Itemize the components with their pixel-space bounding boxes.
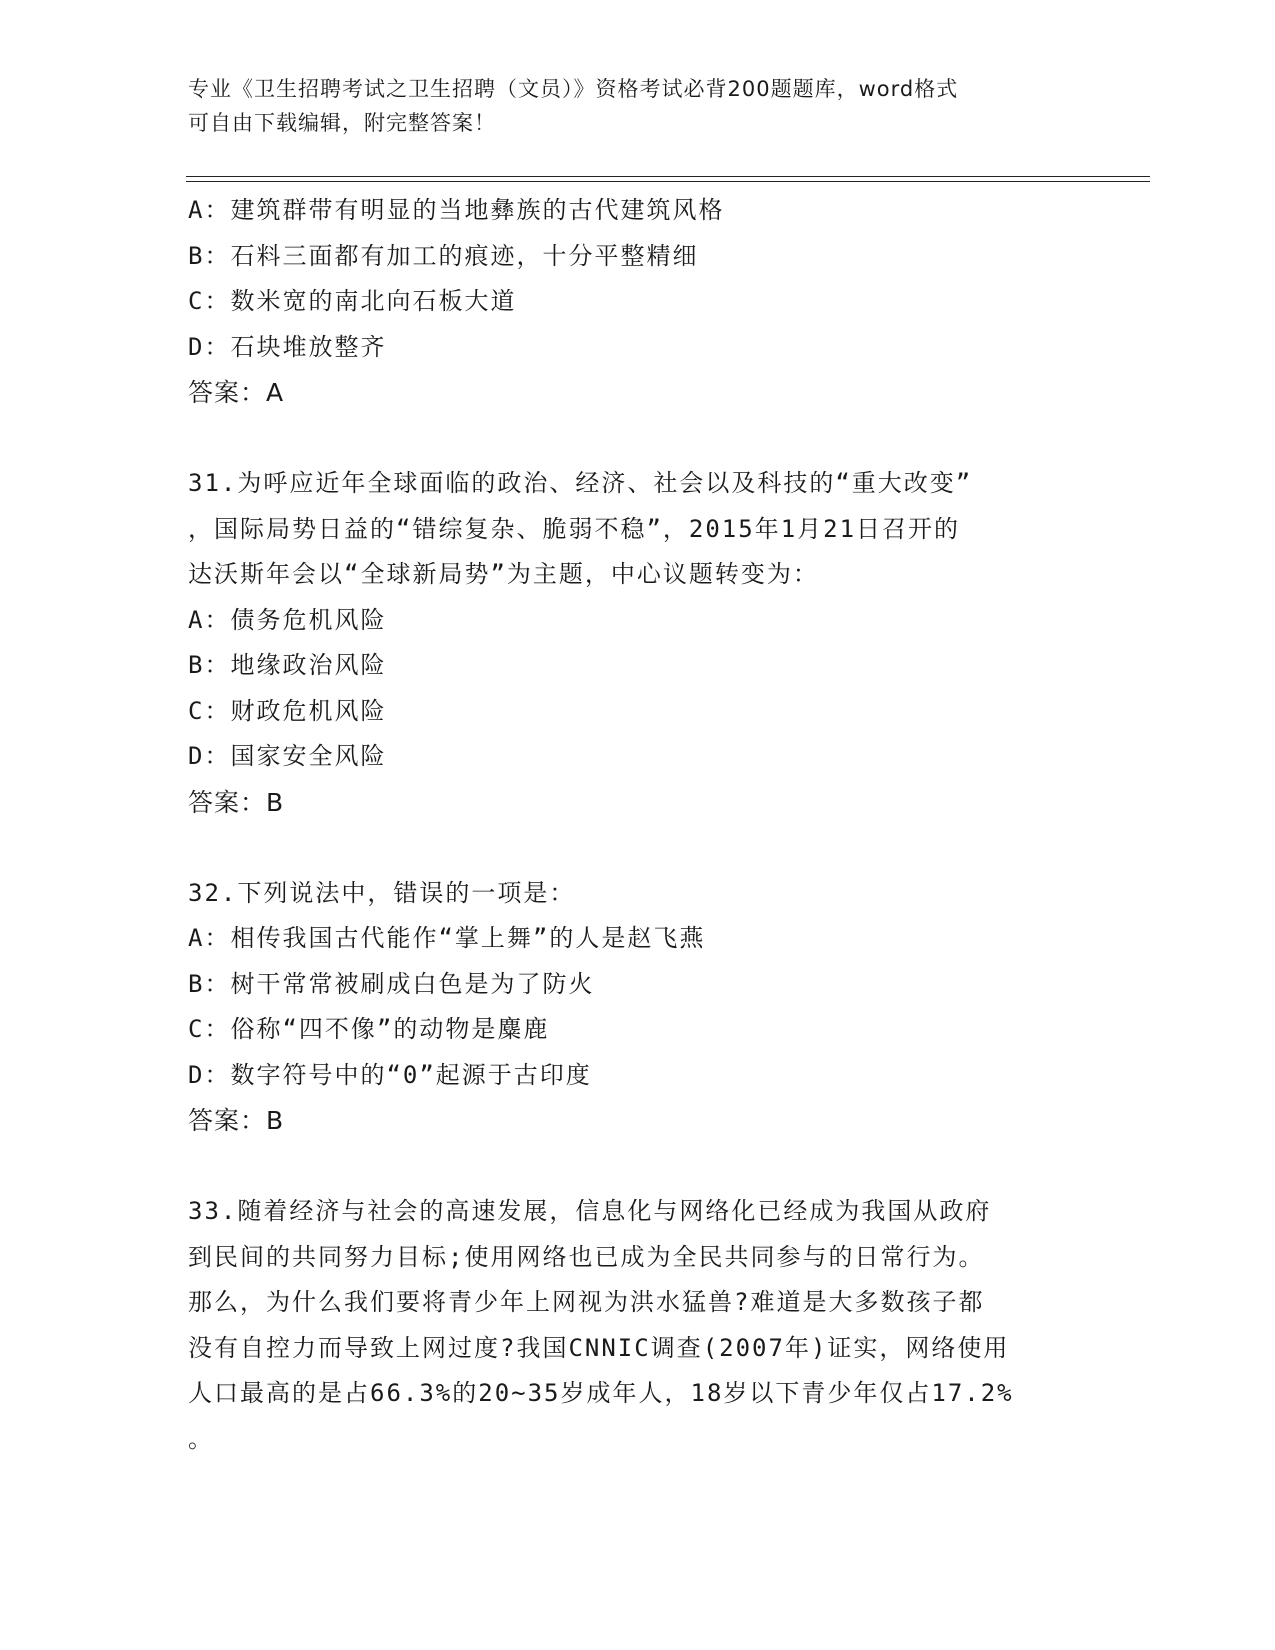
option-c: C：数米宽的南北向石板大道 [188, 287, 517, 315]
question-31 [188, 461, 1108, 825]
spacer [188, 1144, 1108, 1190]
question-text-line: 人口最高的是占66.3%的20~35岁成年人，18岁以下青少年仅占17.2% [188, 1379, 1014, 1407]
spacer [188, 416, 1108, 462]
header-line-2: 可自由下载编辑，附完整答案！ [188, 111, 496, 135]
question-32 [188, 871, 1108, 1144]
answer-line: 答案：B [188, 1106, 285, 1135]
option-c: C：俗称“四不像”的动物是麋鹿 [188, 1015, 550, 1043]
option-c: C：财政危机风险 [188, 696, 387, 725]
spacer [188, 825, 1108, 871]
question-text-line: 31.为呼应近年全球面临的政治、经济、社会以及科技的“重大改变” [188, 469, 973, 497]
question-text-line: ，国际局势日益的“错综复杂、脆弱不稳”，2015年1月21日召开的 [188, 514, 961, 543]
header-rule-top [186, 176, 1150, 177]
option-d: D：国家安全风险 [188, 742, 387, 770]
option-a: A：建筑群带有明显的当地彝族的古代建筑风格 [188, 196, 725, 224]
question-list [188, 188, 1108, 1462]
header-line-1: 专业《卫生招聘考试之卫生招聘（文员）》资格考试必背200题题库，word格式 [188, 77, 959, 101]
question-33 [188, 1189, 1108, 1462]
question-text-line: 没有自控力而导致上网过度?我国CNNIC调查(2007年)证实，网络使用 [188, 1333, 1010, 1362]
question-text-line: 33.随着经济与社会的高速发展，信息化与网络化已经成为我国从政府 [188, 1197, 992, 1225]
option-b: B：石料三面都有加工的痕迹，十分平整精细 [188, 241, 699, 270]
question-text-line: 达沃斯年会以“全球新局势”为主题，中心议题转变为： [188, 560, 819, 588]
answer-line: 答案：B [188, 787, 285, 817]
question-text-line: 32.下列说法中，错误的一项是： [188, 878, 576, 907]
header-rule-bottom [186, 181, 1150, 182]
answer-line: 答案：A [188, 378, 285, 407]
option-b: B：地缘政治风险 [188, 651, 387, 679]
question-text-line: 。 [188, 1424, 214, 1453]
option-a: A：相传我国古代能作“掌上舞”的人是赵飞燕 [188, 924, 706, 952]
question-text-line: 那么，为什么我们要将青少年上网视为洪水猛兽?难道是大多数孩子都 [188, 1288, 985, 1316]
option-b: B：树干常常被刷成白色是为了防火 [188, 969, 595, 998]
option-a: A：债务危机风险 [188, 605, 387, 634]
option-d: D：石块堆放整齐 [188, 332, 387, 361]
document-header [188, 72, 1088, 140]
question-text-line: 到民间的共同努力目标;使用网络也已成为全民共同参与的日常行为。 [188, 1242, 985, 1271]
question-30 [188, 188, 1108, 416]
option-d: D：数字符号中的“0”起源于古印度 [188, 1060, 592, 1089]
